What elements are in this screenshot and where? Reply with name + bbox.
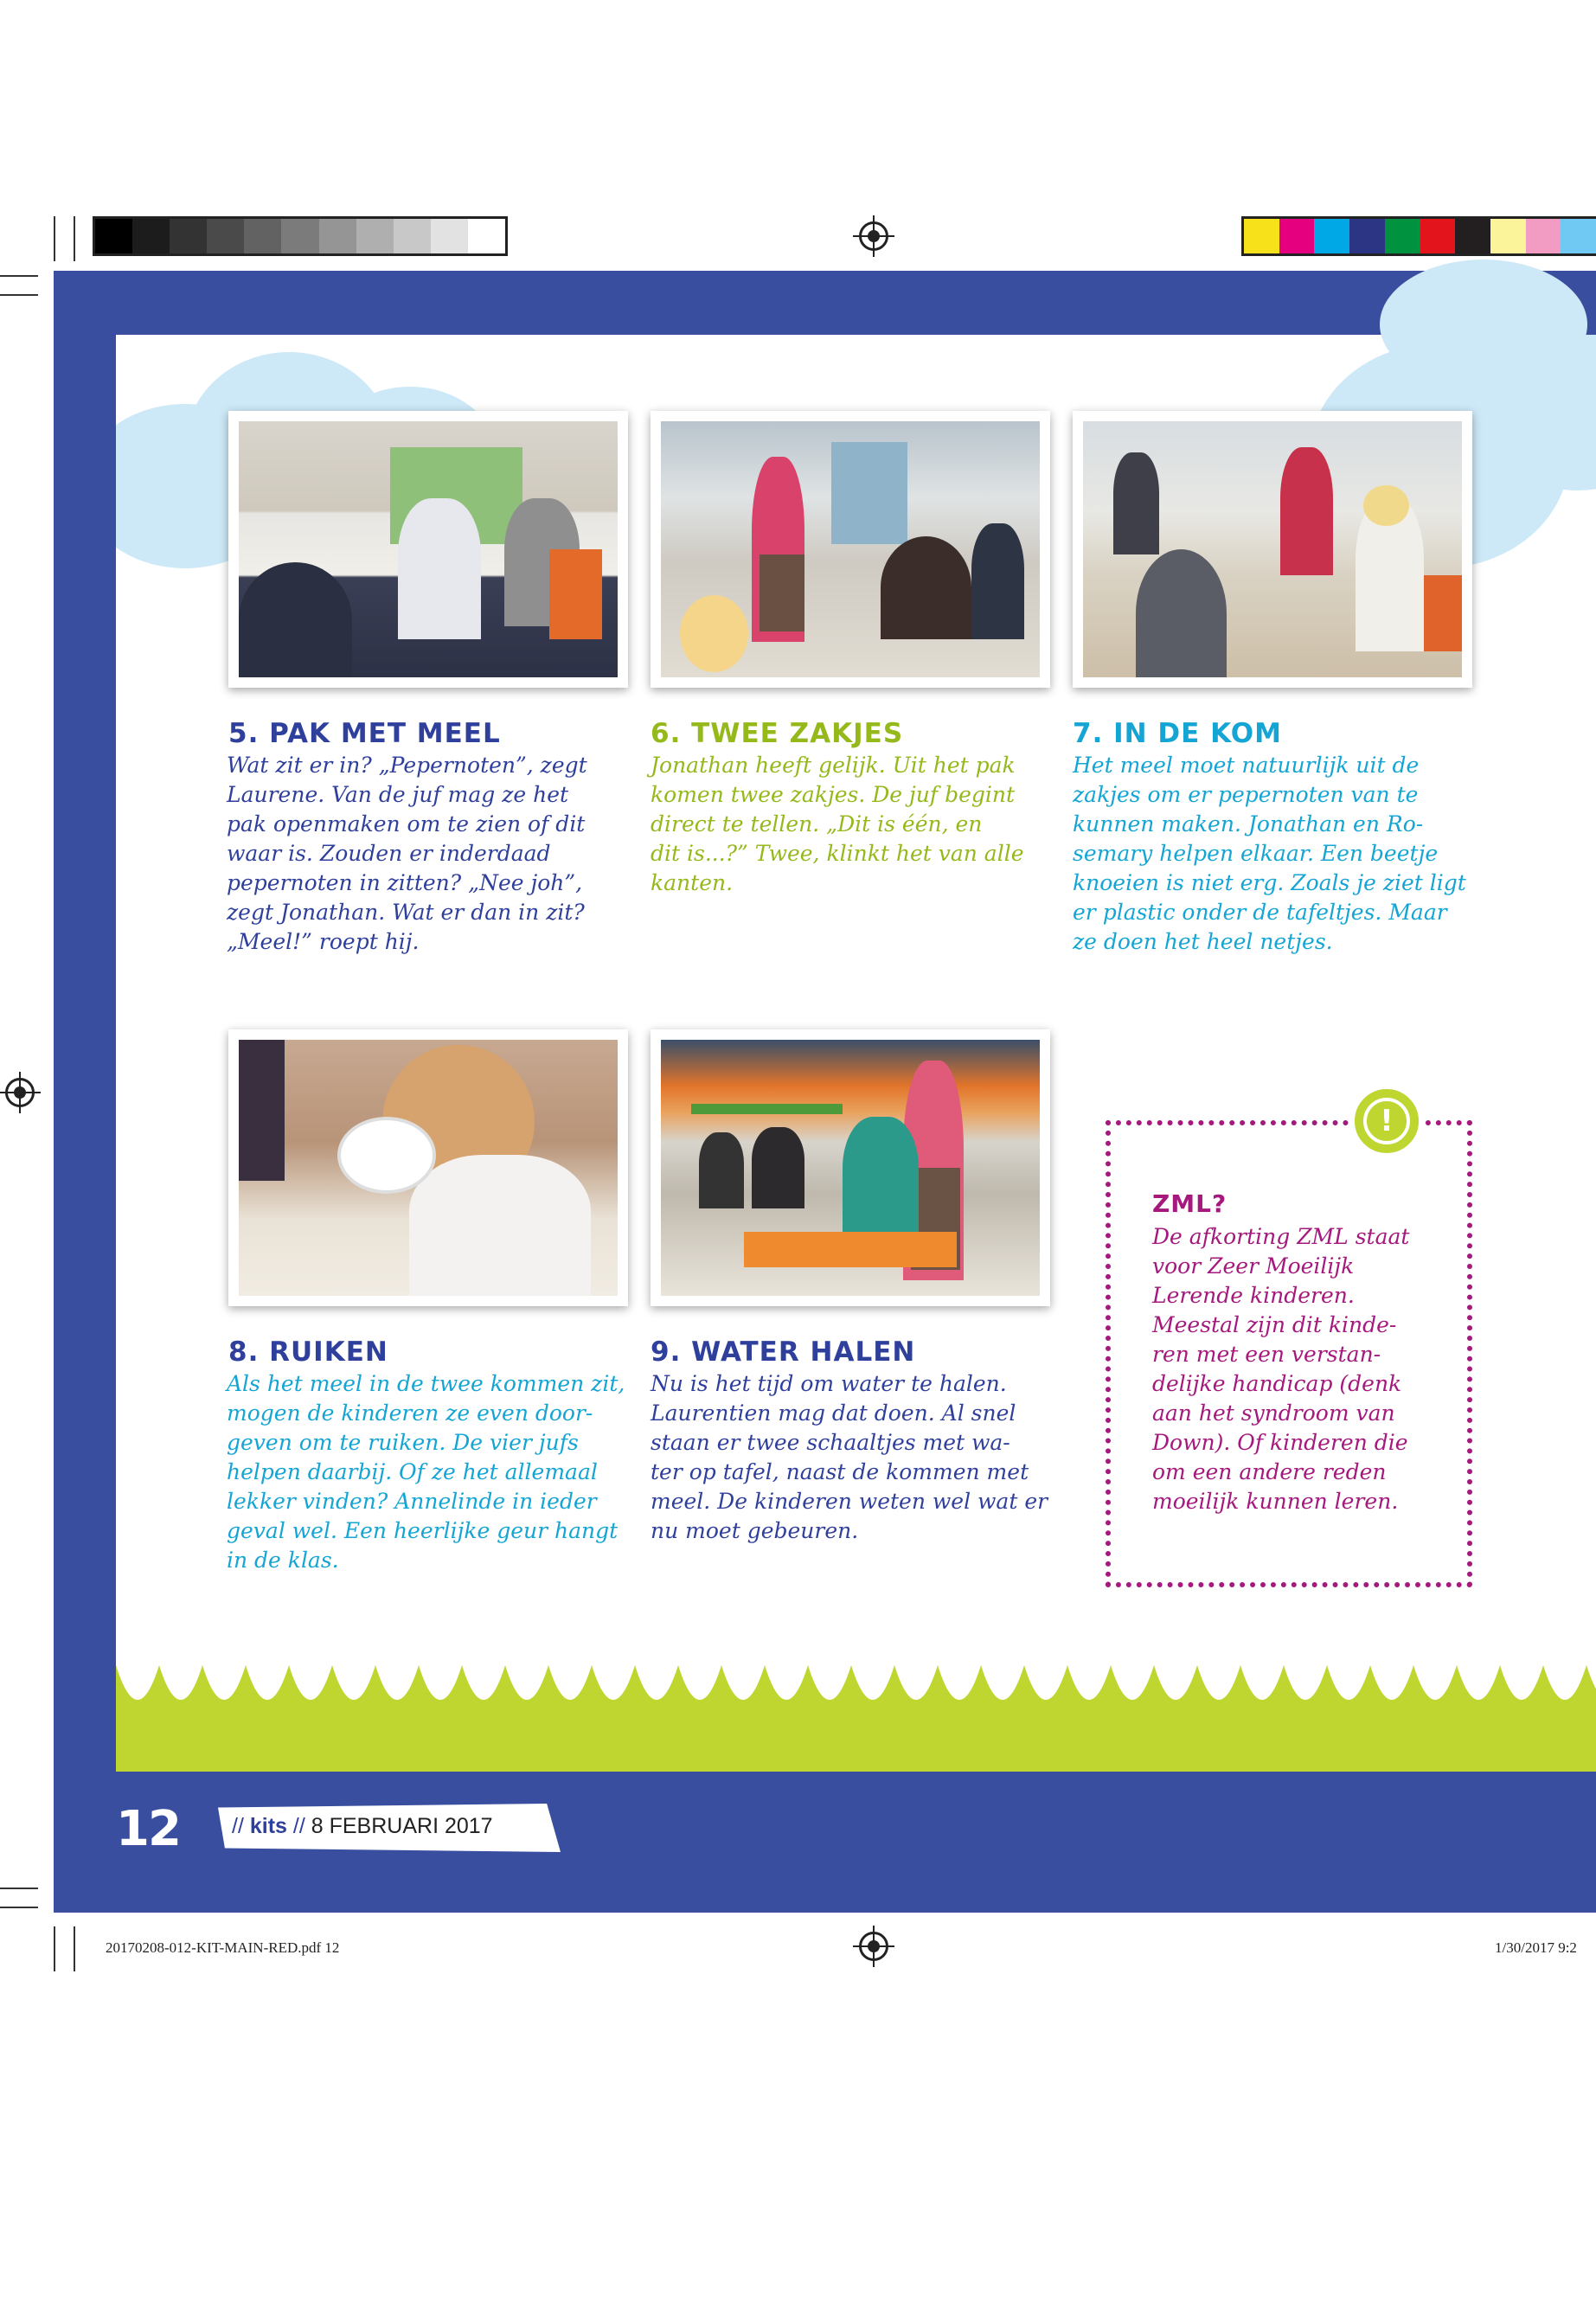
footer-label: // kits // 8 FEBRUARI 2017 — [232, 1814, 493, 1838]
photo-twee-zakjes — [651, 411, 1050, 688]
grass-scallops — [116, 1665, 1596, 1708]
info-box-body: De afkorting ZML staat voor Zeer Moeilijk Lerende kinderen. Meestal zijn dit kinde- ren met een verstan- delijke handicap (denk aan het syndroom van Down). Of kinderen die om een andere reden moeilijk kunnen leren. — [1152, 1224, 1410, 1514]
print-slug-timestamp: 1/30/2017 9:2 — [1495, 1939, 1577, 1956]
crop-mark — [74, 216, 75, 261]
page-number: 12 — [116, 1801, 180, 1857]
registration-mark-icon — [859, 1932, 888, 1961]
section-heading: 5. PAK MET MEEL — [228, 718, 501, 749]
photo-pak-met-meel — [228, 411, 628, 688]
crop-mark — [0, 1907, 38, 1908]
grayscale-calibration-bar — [93, 216, 508, 256]
issue-date: 8 FEBRUARI 2017 — [311, 1814, 493, 1838]
crop-mark — [0, 275, 38, 277]
color-calibration-bar — [1241, 216, 1596, 256]
print-slug-filename: 20170208-012-KIT-MAIN-RED.pdf 12 — [106, 1939, 340, 1956]
registration-mark-icon — [859, 221, 888, 251]
section-heading: 6. TWEE ZAKJES — [651, 718, 904, 749]
section-body-ruiken: Als het meel in de twee kommen zit, mogen de kinderen ze even door- geven om te ruiken. De vier jufs helpen daarbij. Of ze het allemaal lekker vinden? Annelinde in ieder geval wel. Een heerlijke geur hangt in de klas. — [227, 1371, 625, 1573]
photo-water-halen — [651, 1029, 1050, 1306]
section-body-water-halen: Nu is het tijd om water te halen. Laurentien mag dat doen. Al snel staan er twee schaaltjes met wa- ter op tafel, naast de kommen met meel. De kinderen weten wel wat er nu moet gebeuren. — [651, 1371, 1048, 1543]
section-heading: 9. WATER HALEN — [651, 1336, 916, 1368]
magazine-name: kits — [249, 1814, 287, 1838]
section-body-in-de-kom: Het meel moet natuurlijk uit de zakjes om er pepernoten van te kunnen maken. Jonathan en Ro- semary helpen elkaar. Een beetje knoeien is niet erg. Zoals je ziet ligt er plastic onder de tafeltjes. Maar ze doen het heel netjes. — [1073, 753, 1466, 954]
section-body-twee-zakjes: Jonathan heeft gelijk. Uit het pak komen twee zakjes. De juf begint direct te tellen. „Dit is één, en dit is...?” Twee, klinkt het van alle kanten. — [651, 753, 1024, 895]
info-box-heading: ZML? — [1152, 1189, 1227, 1218]
crop-mark — [0, 294, 38, 296]
section-heading: 7. IN DE KOM — [1073, 718, 1282, 749]
photo-in-de-kom — [1073, 411, 1472, 688]
section-heading: 8. RUIKEN — [228, 1336, 388, 1368]
crop-mark — [0, 1888, 38, 1889]
exclamation-icon: ! — [1349, 1084, 1424, 1158]
photo-ruiken — [228, 1029, 628, 1306]
registration-mark-icon — [5, 1078, 35, 1107]
section-body-pak-met-meel: Wat zit er in? „Pepernoten”, zegt Laurene. Van de juf mag ze het pak openmaken om te zien of dit waar is. Zouden er inderdaad pepernoten in zitten? „Nee joh”, zegt Jonathan. Wat er dan in zit? „Meel!” roept hij. — [227, 753, 587, 954]
cloud — [1380, 260, 1587, 389]
crop-mark — [74, 1926, 75, 1971]
crop-mark — [54, 1926, 55, 1971]
crop-mark — [54, 216, 55, 261]
